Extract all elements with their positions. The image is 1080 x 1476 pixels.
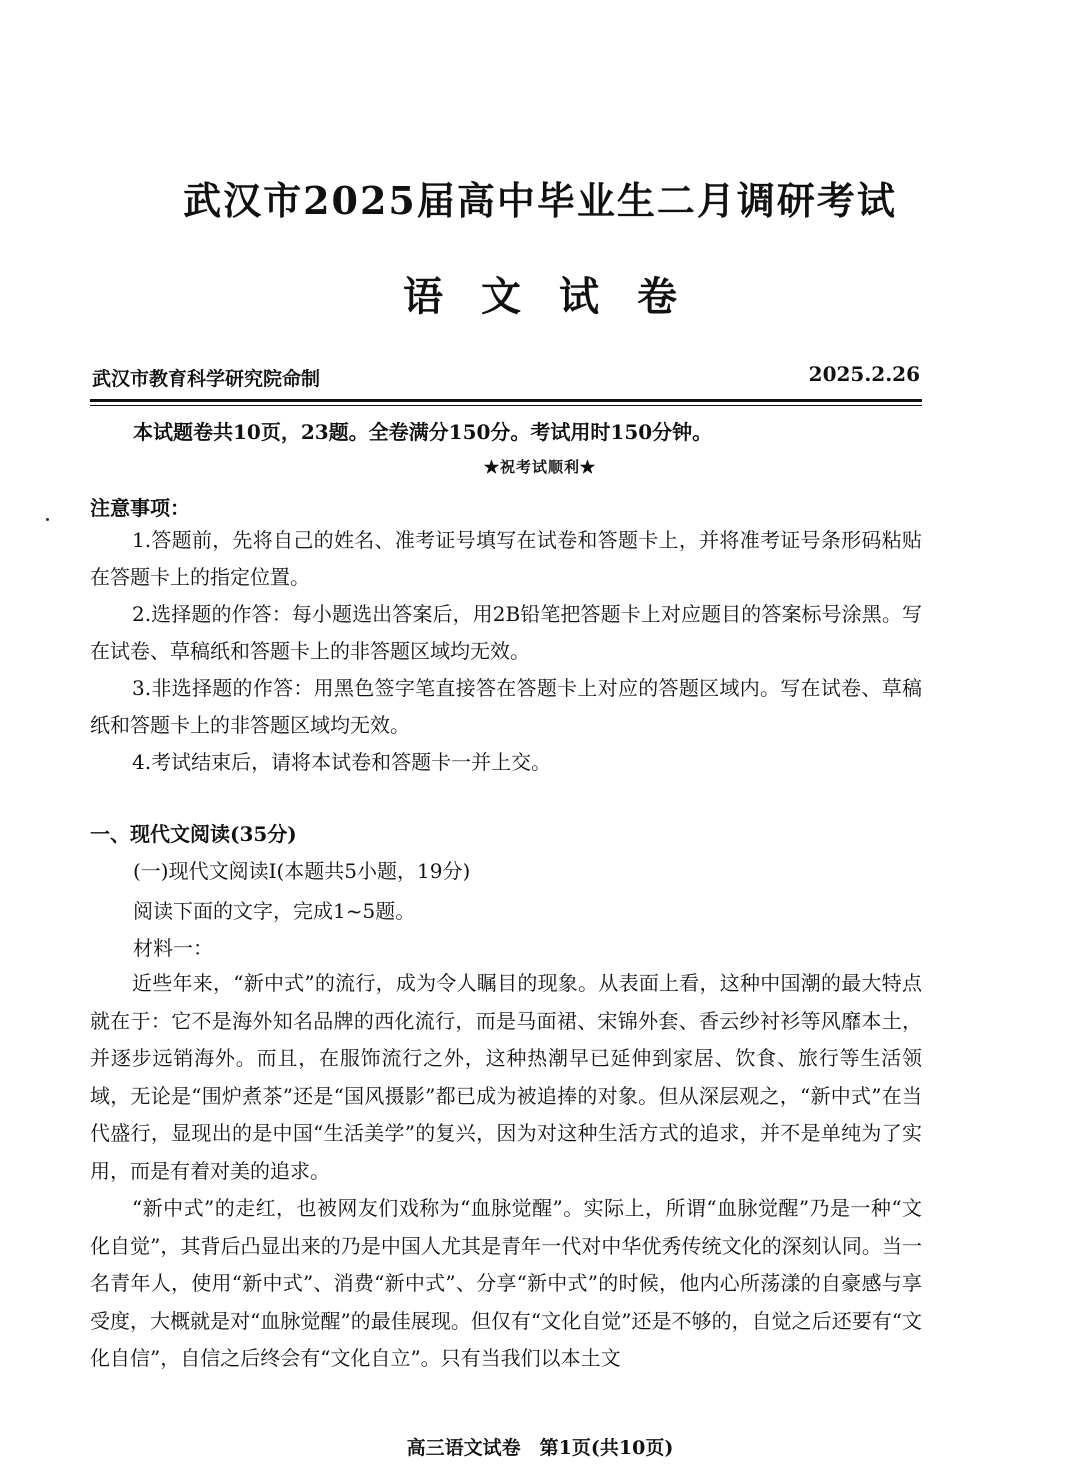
material-label: 材料一：	[133, 936, 213, 960]
scan-speck	[46, 518, 49, 521]
exam-date: 2025.2.26	[808, 362, 920, 386]
reading-passage	[90, 965, 922, 1378]
good-luck-banner: ★祝考试顺利★	[483, 458, 596, 476]
notice-item: 3.非选择题的作答：用黑色签字笔直接答在答题卡上对应的答题区域内。写在试卷、草稿纸和答题卡上的非答题区域均无效。	[90, 676, 922, 737]
issuing-organization: 武汉市教育科学研究院命制	[92, 368, 321, 390]
reading-instruction: 阅读下面的文字，完成1~5题。	[133, 899, 416, 923]
subsection-heading: (一)现代文阅读Ⅰ(本题共5小题，19分)	[133, 859, 471, 883]
header-divider-thin	[90, 405, 922, 406]
section-heading: 一、现代文阅读(35分)	[90, 822, 297, 846]
page-footer: 高三语文试卷 第1页(共10页)	[406, 1437, 674, 1459]
exam-title: 武汉市2025届高中毕业生二月调研考试	[183, 178, 897, 223]
notice-heading: 注意事项：	[90, 496, 190, 520]
notice-item: 4.考试结束后，请将本试卷和答题卡一并上交。	[132, 750, 552, 774]
notice-item: 2.选择题的作答：每小题选出答案后，用2B铅笔把答题卡上对应题目的答案标号涂黑。写在试卷、草稿纸和答题卡上的非答题区域均无效。	[90, 602, 922, 663]
subject-title: 语文试卷	[403, 273, 715, 320]
notice-list	[90, 522, 922, 781]
exam-intro: 本试题卷共10页，23题。全卷满分150分。考试用时150分钟。	[133, 420, 713, 444]
passage-paragraph: 近些年来，“新中式”的流行，成为令人瞩目的现象。从表面上看，这种中国潮的最大特点就在于：它不是海外知名品牌的西化流行，而是马面裙、宋锦外套、香云纱衬衫等风靡本土，并逐步远销海外。而且，在服饰流行之外，这种热潮早已延伸到家居、饮食、旅行等生活领域，无论是“围炉煮茶”还是“国风摄影”都已成为被追捧的对象。但从深层观之，“新中式”在当代盛行，显现出的是中国“生活美学”的复兴，因为对这种生活方式的追求，并不是单纯为了实用，而是有着对美的追求。	[90, 971, 922, 1183]
header-divider-thick	[90, 399, 922, 402]
passage-paragraph: “新中式”的走红，也被网友们戏称为“血脉觉醒”。实际上，所谓“血脉觉醒”乃是一种“文化自觉”，其背后凸显出来的乃是中国人尤其是青年一代对中华优秀传统文化的深刻认同。当一名青年人，使用“新中式”、消费“新中式”、分享“新中式”的时候，他内心所荡漾的自豪感与享受度，大概就是对“血脉觉醒”的最佳展现。但仅有“文化自觉”还是不够的，自觉之后还要有“文化自信”，自信之后终会有“文化自立”。只有当我们以本土文	[90, 1196, 922, 1370]
notice-item: 1.答题前，先将自己的姓名、准考证号填写在试卷和答题卡上，并将准考证号条形码粘贴在答题卡上的指定位置。	[90, 528, 922, 589]
